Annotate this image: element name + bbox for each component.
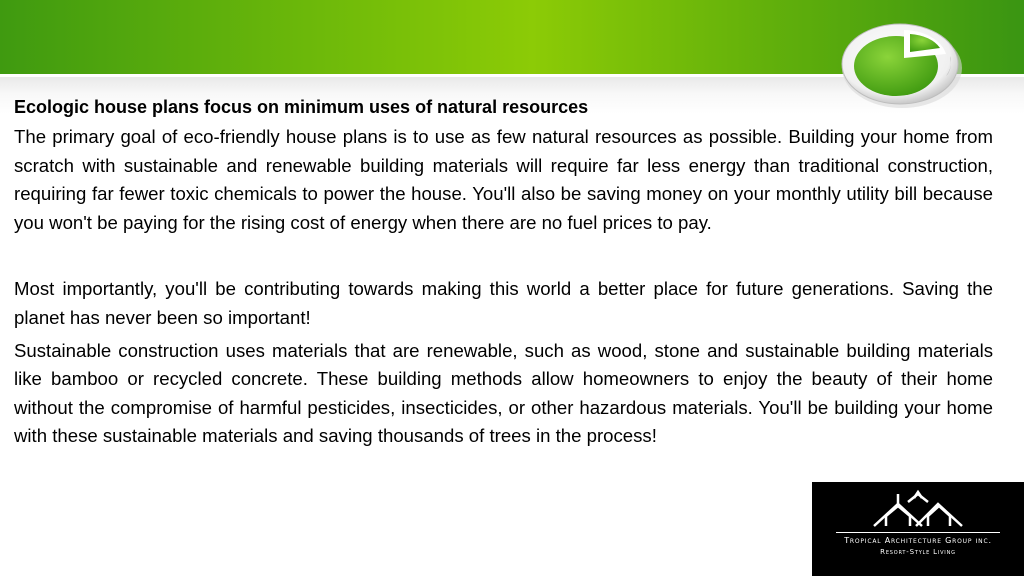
paragraph-goal: The primary goal of eco-friendly house plans is to use as few natural resources as possible. Building your home from scratch with sustainable and renewable building materials will require far less energy than traditional construction, requiring far fewer toxic chemicals to power the house. You'll also be saving money on your monthly utility bill because you won't be paying for the rising cost of energy when there are no fuel prices to pay. [14,126,993,233]
paragraph-future: Most importantly, you'll be contributing towards making this world a better place for future generations. Saving the planet has never been so important! [14,278,993,328]
logo-divider [836,532,1000,533]
company-name: Tropical Architecture Group inc. [844,536,992,545]
company-logo [812,482,1024,576]
slide-body [14,93,993,451]
house-roofs-icon [812,482,1024,530]
slide-heading: Ecologic house plans focus on minimum uses of natural resources [14,97,589,117]
paragraph-sustainable: Sustainable construction uses materials that are renewable, such as wood, stone and sustainable building materials like bamboo or recycled concrete. These building methods allow homeowners to enjoy the beauty of their home without the compromise of harmful pesticides, insecticides, or other hazardous materials. You'll be building your home with these sustainable materials and saving thousands of trees in the process! [14,339,993,447]
company-tagline: Resort-Style Living [880,548,956,556]
